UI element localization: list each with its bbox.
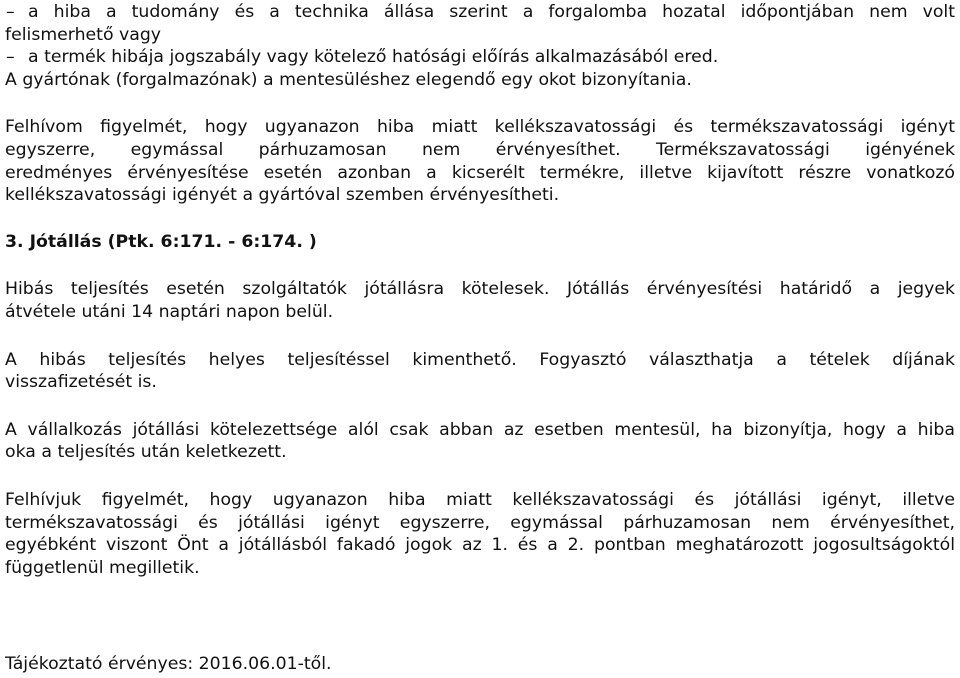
paragraph-warranty-obligation (5, 278, 955, 323)
paragraph-line: A vállalkozás jótállási kötelezettsége alól csak abban az esetben mentesül, ha bizonyítja, hogy a hiba (5, 419, 955, 440)
list-item-continuation: felismerhető vagy (5, 24, 162, 45)
list-dash: – (6, 2, 15, 22)
validity-note: Tájékoztató érvényes: 2016.06.01-től. (5, 654, 332, 674)
paragraph-line: kellékszavatossági igényét a gyártóval szemben érvényesítheti. (5, 185, 560, 206)
paragraph-parallel-claims (5, 116, 955, 206)
paragraph-line: Hibás teljesítés esetén szolgáltatók jótállásra kötelesek. Jótállás érvényesítési határidő a jegyek (5, 279, 955, 300)
list-item-text: a hiba a tudomány és a technika állása szerint a forgalomba hozatal időpontjában nem volt (28, 2, 955, 22)
document-page (5, 1, 955, 674)
list-dash: – (6, 47, 15, 68)
list-item-text: a termék hibája jogszabály vagy kötelező hatósági előírás alkalmazásából ered. (28, 47, 719, 68)
paragraph-parallel-warranty (5, 489, 955, 579)
list-item (5, 1, 955, 24)
paragraph-line: átvétele utáni 14 naptári napon belül. (5, 301, 334, 322)
paragraph-line: A hibás teljesítés helyes teljesítéssel kimenthető. Fogyasztó választhatja a tételek díjának (5, 349, 955, 370)
paragraph-remedy (5, 349, 955, 394)
paragraph-exemption (5, 419, 955, 464)
exemption-list (5, 1, 955, 91)
paragraph-line: Felhívjuk figyelmét, hogy ugyanazon hiba miatt kellékszavatossági és jótállási igényt, illetve (5, 489, 955, 510)
paragraph-line: visszafizetését is. (5, 372, 157, 393)
list-item (5, 46, 955, 69)
section-heading: 3. Jótállás (Ptk. 6:171. - 6:174. ) (5, 231, 317, 252)
manufacturer-note: A gyártónak (forgalmazónak) a mentesüléshez elegendő egy okot bizonyítania. (5, 69, 692, 90)
paragraph-line: termékszavatossági és jótállási igényt egyszerre, egymással párhuzamosan nem érvényesíthet, (5, 512, 955, 533)
paragraph-line: egyszerre, egymással párhuzamosan nem érvényesíthet. Termékszavatossági igényének (5, 139, 955, 160)
paragraph-line: eredményes érvényesítése esetén azonban a kicserélt termékre, illetve kijavított részre vonatkozó (5, 162, 955, 183)
paragraph-line: függetlenül megilletik. (5, 557, 200, 578)
paragraph-line: oka a teljesítés után keletkezett. (5, 442, 287, 463)
paragraph-line: egyébként viszont Önt a jótállásból fakadó jogok az 1. és a 2. pontban meghatározott jogosultságoktól (5, 535, 955, 556)
paragraph-line: Felhívom figyelmét, hogy ugyanazon hiba miatt kellékszavatossági és termékszavatossági igényt (5, 117, 955, 138)
